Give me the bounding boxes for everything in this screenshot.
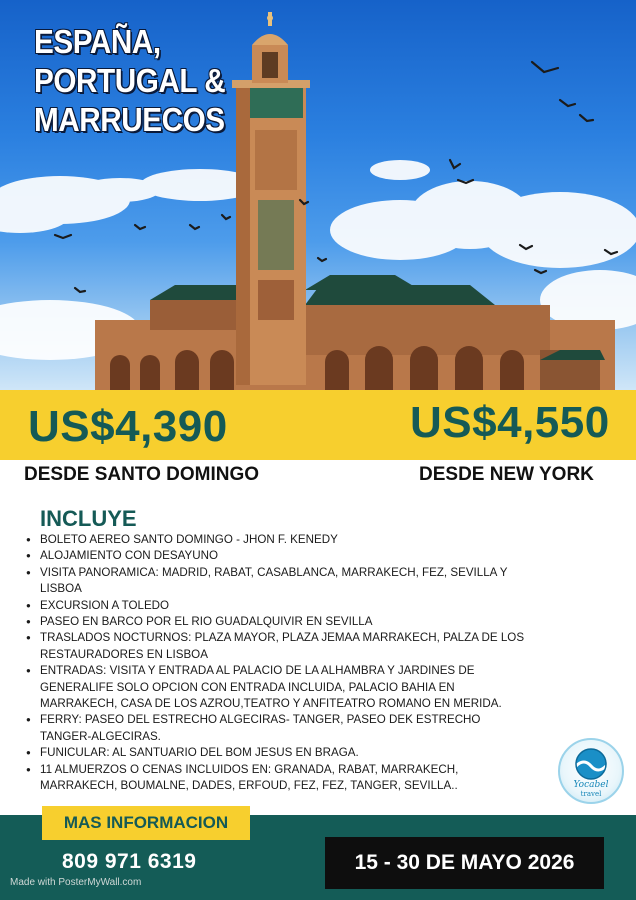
label-santo-domingo: DESDE SANTO DOMINGO	[24, 464, 260, 485]
list-item: ● PASEO EN BARCO POR EL RIO GUADALQUIVIR EN SEVILLA	[26, 614, 526, 630]
more-info-button[interactable]: MAS INFORMACION	[42, 806, 250, 840]
list-item: ● BOLETO AEREO SANTO DOMINGO - JHON F. KENEDY	[26, 532, 526, 548]
list-item: ● ENTRADAS: VISITA Y ENTRADA AL PALACIO DE LA ALHAMBRA Y JARDINES DE GENERALIFE SOLO OPCION CON ENTRADA INCLUIDA, PALACIO BAHIA EN MARRAKECH, CASA DE LOS AZROU,TEATRO Y ANFITEATRO ROMANO EN MERIDA.	[26, 663, 526, 712]
title-line-3: MARRUECOS	[34, 101, 225, 138]
includes-list	[26, 532, 526, 795]
brand-logo	[558, 738, 624, 804]
logo-brand: Yocabel	[573, 780, 609, 790]
list-item: ● ALOJAMIENTO CON DESAYUNO	[26, 548, 526, 564]
includes-title: INCLUYE	[40, 506, 137, 531]
hero-title	[34, 22, 225, 139]
list-item: ● FERRY: PASEO DEL ESTRECHO ALGECIRAS- TANGER, PASEO DEK ESTRECHO TANGER-ALGECIRAS.	[26, 712, 526, 745]
hero-image	[0, 0, 636, 390]
list-item: ● TRASLADOS NOCTURNOS: PLAZA MAYOR, PLAZA JEMAA MARRAKECH, PALZA DE LOS RESTAURADORES EN LISBOA	[26, 630, 526, 663]
price-new-york: US$4,550	[410, 398, 610, 447]
price-santo-domingo: US$4,390	[28, 402, 228, 451]
globe-wave-icon	[560, 744, 622, 784]
list-item: ● VISITA PANORAMICA: MADRID, RABAT, CASABLANCA, MARRAKECH, FEZ, SEVILLA Y LISBOA	[26, 565, 526, 598]
label-new-york: DESDE NEW YORK	[419, 464, 594, 485]
title-line-2: PORTUGAL &	[34, 62, 226, 99]
title-line-1: ESPAÑA,	[34, 23, 161, 60]
phone-number[interactable]: 809 971 6319	[62, 850, 197, 873]
list-item: ● EXCURSION A TOLEDO	[26, 598, 526, 614]
list-item: ● FUNICULAR: AL SANTUARIO DEL BOM JESUS EN BRAGA.	[26, 745, 526, 761]
logo-sub: travel	[580, 790, 602, 798]
credit-text: Made with PosterMyWall.com	[10, 877, 142, 888]
travel-dates: 15 - 30 DE MAYO 2026	[325, 837, 604, 889]
list-item: ● 11 ALMUERZOS O CENAS INCLUIDOS EN: GRANADA, RABAT, MARRAKECH, MARRAKECH, BOUMALNE, DADES, ERFOUD, FEZ, FEZ, TANGER, SEVILLA..	[26, 762, 526, 795]
